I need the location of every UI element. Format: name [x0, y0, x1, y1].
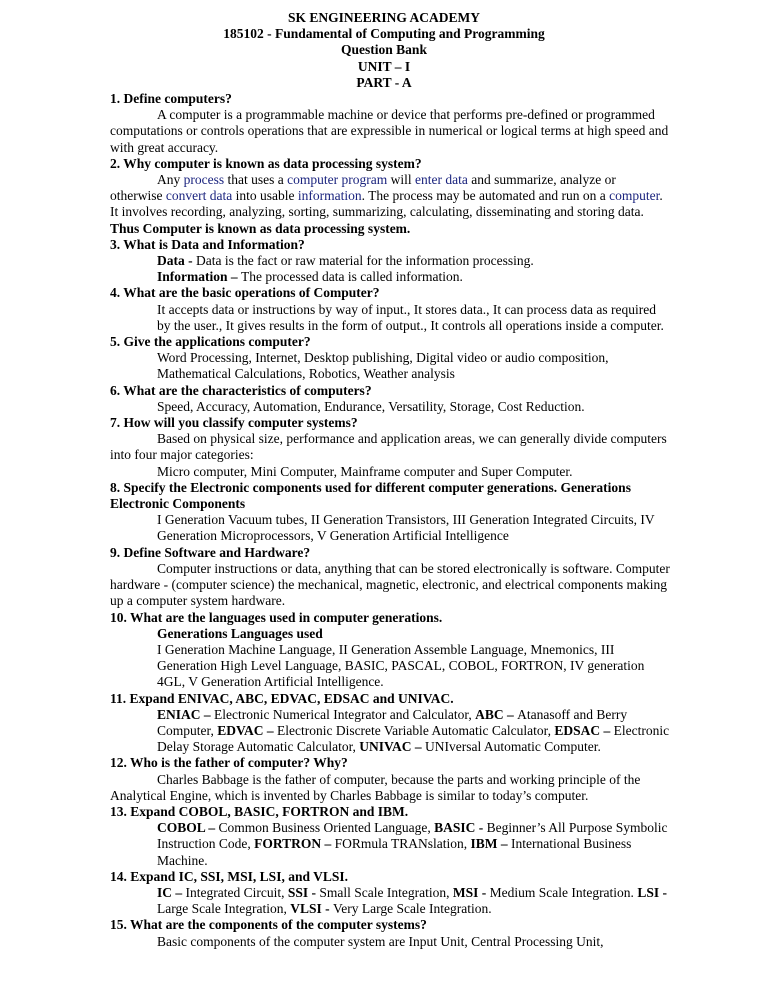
- answer-13: COBOL – Common Business Oriented Language, BASIC - Beginner’s All Purpose Symbolic Instruction Code, FORTRON – FORmula TRANslation, IBM – International Business Machine.: [157, 820, 668, 868]
- answer-7: Based on physical size, performance and application areas, we can generally divide computers into four major categories:: [110, 431, 667, 463]
- answer-7-categories: Micro computer, Mini Computer, Mainframe computer and Super Computer.: [157, 463, 573, 479]
- question-list: [110, 91, 670, 950]
- answer-10: I Generation Machine Language, II Generation Assemble Language, Mnemonics, III Generation High Level Language, BASIC, PASCAL, COBOL, FORTRON, IV generation 4GL, V Generation Artificial Intelligence.: [157, 641, 645, 690]
- question-11: 11. Expand ENIVAC, ABC, EDVAC, EDSAC and UNIVAC.: [110, 690, 454, 706]
- question-13: 13. Expand COBOL, BASIC, FORTRON and IBM.: [110, 803, 409, 819]
- question-6: 6. What are the characteristics of computers?: [110, 382, 372, 398]
- question-3: 3. What is Data and Information?: [110, 236, 305, 252]
- link-enter-data[interactable]: enter data: [414, 172, 468, 188]
- question-15: 15. What are the components of the computer systems?: [110, 917, 427, 933]
- answer-4: It accepts data or instructions by way of input., It stores data., It can process data as required by the user., It gives results in the form of output., It controls all operations inside a computer.: [157, 301, 664, 333]
- answer-2: Any process that uses a computer program will enter data and summarize, analyze or otherwise convert data into usable information. The process may be automated and run on a computer. It involves recording, analyzing, sorting, summarizing, calculating, disseminating and storing data. Thus Computer is known as data processing system.: [110, 172, 663, 236]
- link-convert-data[interactable]: convert data: [165, 188, 233, 204]
- link-computer-program[interactable]: computer program: [287, 172, 388, 188]
- answer-3-information: Information – The processed data is called information.: [157, 269, 463, 285]
- answer-6: Speed, Accuracy, Automation, Endurance, Versatility, Storage, Cost Reduction.: [157, 398, 585, 414]
- question-1: 1. Define computers?: [110, 91, 232, 106]
- question-4: 4. What are the basic operations of Computer?: [110, 285, 380, 301]
- link-process[interactable]: process: [183, 172, 225, 188]
- question-12: 12. Who is the father of computer? Why?: [110, 755, 348, 771]
- document-header: [0, 10, 768, 91]
- answer-8: I Generation Vacuum tubes, II Generation Transistors, III Generation Integrated Circuits, IV Generation Microprocessors, V Generation Artificial Intelligence: [157, 512, 655, 544]
- answer-15: Basic components of the computer system are Input Unit, Central Processing Unit,: [157, 933, 604, 949]
- part-label: PART - A: [356, 74, 412, 90]
- question-8: 8. Specify the Electronic components used for different computer generations. Generations Electronic Components: [110, 479, 631, 512]
- answer-1: A computer is a programmable machine or device that performs pre-defined or programmed computations or controls operations that are expressible in numerical or logical terms at high speed and with great accuracy.: [110, 107, 669, 155]
- course-title: 185102 - Fundamental of Computing and Programming: [223, 26, 545, 42]
- question-14: 14. Expand IC, SSI, MSI, LSI, and VLSI.: [110, 868, 348, 884]
- answer-9: Computer instructions or data, anything that can be stored electronically is software. Computer hardware - (computer science) the mechanical, magnetic, electronic, and electrical components making up a computer system hardware.: [110, 560, 670, 609]
- question-2: 2. Why computer is known as data processing system?: [110, 155, 422, 171]
- link-computer[interactable]: computer: [609, 188, 660, 204]
- answer-11: ENIAC – Electronic Numerical Integrator and Calculator, ABC – Atanasoff and Berry Computer, EDVAC – Electronic Discrete Variable Automatic Calculator, EDSAC – Electronic Delay Storage Automatic Calculator, UNIVAC – UNIversal Automatic Computer.: [157, 706, 670, 755]
- question-5: 5. Give the applications computer?: [110, 334, 311, 350]
- answer-3-data: Data - Data is the fact or raw material for the information processing.: [157, 253, 534, 269]
- link-information[interactable]: information: [297, 188, 362, 204]
- answer-5: Word Processing, Internet, Desktop publishing, Digital video or audio composition, Mathematical Calculations, Robotics, Weather analysis: [157, 350, 609, 382]
- question-10: 10. What are the languages used in computer generations.: [110, 609, 443, 625]
- document-type: Question Bank: [341, 42, 427, 58]
- question-9: 9. Define Software and Hardware?: [110, 544, 311, 560]
- unit-label: UNIT – I: [357, 58, 411, 74]
- answer-14: IC – Integrated Circuit, SSI - Small Scale Integration, MSI - Medium Scale Integration. LSI - Large Scale Integration, VLSI - Very Large Scale Integration.: [157, 884, 667, 917]
- answer-12: Charles Babbage is the father of computer, because the parts and working principle of the Analytical Engine, which is invented by Charles Babbage is similar to today’s computer.: [110, 771, 641, 803]
- question-7: 7. How will you classify computer systems?: [110, 415, 358, 431]
- institution-name: SK ENGINEERING ACADEMY: [287, 10, 481, 25]
- answer-10-subheading: Generations Languages used: [157, 625, 323, 641]
